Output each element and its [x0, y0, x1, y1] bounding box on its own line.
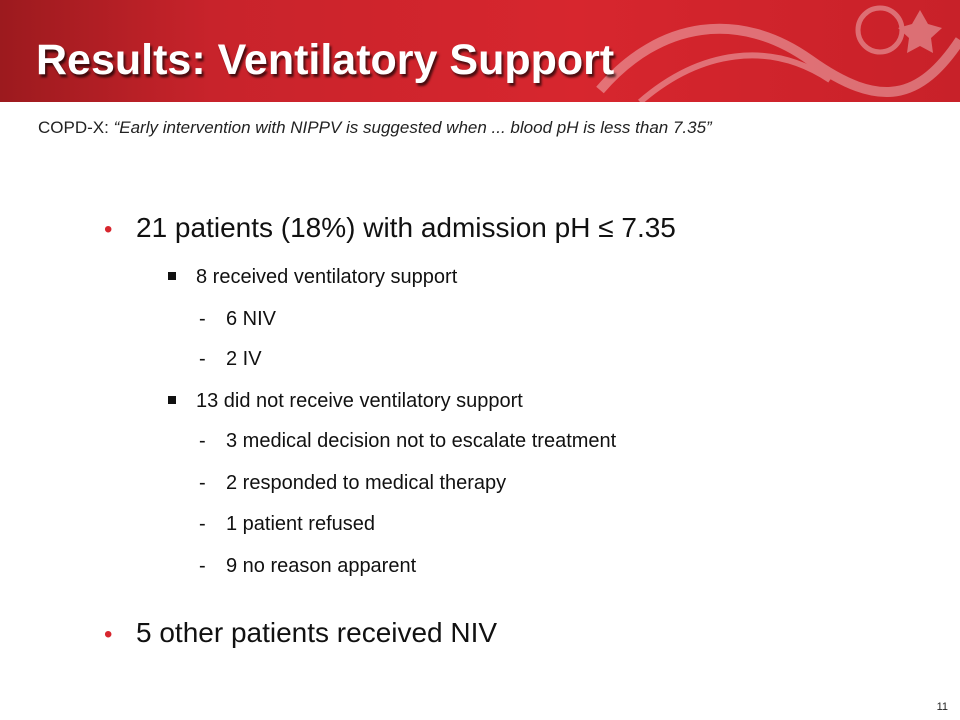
detail-item — [199, 472, 506, 495]
bullet-text: 21 patients (18%) with admission pH ≤ 7.35 — [136, 212, 676, 243]
bullet-icon: • — [104, 216, 113, 243]
square-bullet-icon — [168, 272, 176, 280]
copdx-quote — [38, 118, 712, 138]
detail-text: 2 responded to medical therapy — [226, 472, 507, 494]
detail-text: 2 IV — [226, 348, 262, 370]
dash-icon: - — [199, 555, 206, 577]
dash-icon: - — [199, 308, 206, 330]
dash-icon: - — [199, 430, 206, 452]
detail-text: 6 NIV — [226, 308, 277, 330]
bullet-icon: • — [104, 621, 113, 648]
sub-bullet-text: 13 did not receive ventilatory support — [196, 390, 523, 412]
quote-source: COPD-X: — [38, 118, 109, 137]
detail-item — [199, 430, 616, 453]
sub-bullet-text: 8 received ventilatory support — [196, 266, 458, 288]
detail-text: 3 medical decision not to escalate treatment — [226, 430, 617, 452]
detail-item — [199, 348, 262, 371]
dash-icon: - — [199, 472, 206, 494]
bullet-item — [104, 212, 676, 244]
detail-item — [199, 555, 416, 578]
quote-text: “Early intervention with NIPPV is suggested when ... blood pH is less than 7.35” — [113, 118, 712, 137]
square-bullet-icon — [168, 396, 176, 404]
sub-bullet-item — [168, 390, 523, 413]
bullet-item — [104, 617, 497, 649]
dash-icon: - — [199, 348, 206, 370]
detail-item — [199, 308, 276, 331]
title-banner — [0, 0, 960, 102]
bullet-text: 5 other patients received NIV — [136, 617, 498, 648]
detail-item — [199, 513, 375, 536]
slide-title: Results: Ventilatory Support — [36, 36, 615, 84]
sub-bullet-item — [168, 266, 457, 289]
dash-icon: - — [199, 513, 206, 535]
detail-text: 9 no reason apparent — [226, 555, 417, 577]
detail-text: 1 patient refused — [226, 513, 375, 535]
page-number: 11 — [936, 701, 948, 713]
decorative-swirl-graphic — [580, 0, 960, 102]
